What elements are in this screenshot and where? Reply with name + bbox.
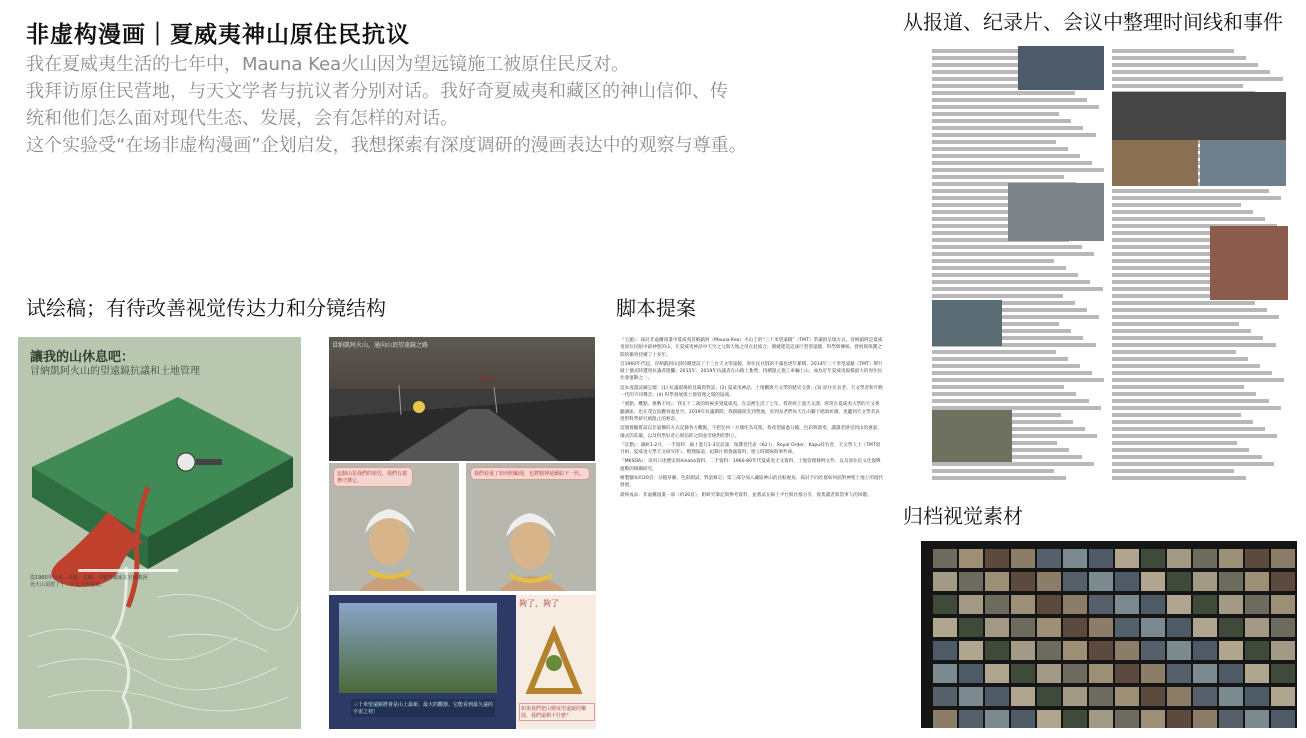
intro-line: 统和他们怎么面对现代生态、发展，会有怎样的对话。 [26, 108, 458, 129]
archive-section-heading: 归档视觉素材 [903, 504, 1023, 528]
archive-thumbnail[interactable] [1011, 595, 1035, 614]
text-line [932, 245, 1082, 249]
archive-thumbnail[interactable] [1219, 595, 1243, 614]
text-line [1112, 371, 1272, 375]
text-line [932, 266, 1066, 270]
cover-caption: 從1960年以來，美國、法國、中國等國家在冒納凱阿死火山頂建了十三台天文望遠鏡。 [30, 575, 148, 588]
text-line [1112, 315, 1279, 319]
archive-thumbnail[interactable] [1037, 595, 1061, 614]
script-paragraph: 『重點、難點、挑戰不同』：我在十二歲的時候來到夏威夷，在這裡生活了七年。我曾經上過天文課，經常在夏威夷大學的天文系聽講座，也在茂宜島觀看過星空。2019年抗議期間，我跟隨朋友到營地，看到長老們每天在山腳下唱頌祈禱，也聽到天文學者表達對科學研究被阻止的無奈。 [620, 402, 880, 422]
text-line [932, 273, 1078, 277]
text-line [932, 378, 1104, 382]
archive-thumbnail[interactable] [933, 641, 957, 660]
timeline-photo [1008, 183, 1104, 241]
archive-thumbnail[interactable] [1115, 572, 1139, 591]
timeline-photo [932, 410, 1012, 462]
archive-thumbnail[interactable] [1271, 687, 1295, 706]
text-line [932, 287, 1103, 291]
archive-thumbnail[interactable] [1167, 549, 1191, 568]
text-line [1112, 392, 1256, 396]
comic-panel-telescope [329, 595, 528, 729]
hands-triangle-illustration [516, 613, 596, 703]
archive-thumbnail[interactable] [959, 710, 983, 728]
archive-thumbnail[interactable] [1037, 687, 1061, 706]
archive-thumbnail[interactable] [1219, 549, 1243, 568]
archive-thumbnail[interactable] [1011, 549, 1035, 568]
text-line [932, 371, 1092, 375]
archive-thumbnail[interactable] [1193, 641, 1217, 660]
panel-header-text: 冒納凱阿火山，通向山頂望遠鏡之路 [332, 342, 429, 349]
text-line [932, 476, 1066, 480]
archive-thumbnail[interactable] [959, 572, 983, 591]
archive-thumbnail[interactable] [1271, 618, 1295, 637]
archive-thumbnail[interactable] [985, 687, 1009, 706]
timeline-photo [1200, 140, 1286, 186]
text-line [932, 364, 1080, 368]
archive-thumbnail[interactable] [959, 618, 983, 637]
timeline-photo [932, 300, 1002, 346]
archive-thumbnail[interactable] [1245, 641, 1269, 660]
text-line [932, 399, 1089, 403]
archive-thumbnail[interactable] [959, 595, 983, 614]
archive-thumbnail[interactable] [1219, 572, 1243, 591]
archive-thumbnail[interactable] [1167, 641, 1191, 660]
archive-thumbnail[interactable] [1219, 618, 1243, 637]
archive-thumbnail[interactable] [1271, 572, 1295, 591]
text-line [1112, 448, 1249, 452]
speech-bubble: 這個山是我們的祖先，我們有義務守護它。 [333, 467, 413, 487]
text-line [1112, 329, 1251, 333]
archive-thumbnail[interactable] [1037, 710, 1061, 728]
archive-thumbnail[interactable] [1037, 664, 1061, 683]
archive-thumbnail[interactable] [1219, 687, 1243, 706]
text-line [1112, 385, 1244, 389]
archive-thumbnail[interactable] [1089, 549, 1113, 568]
archive-thumbnail[interactable] [1011, 641, 1035, 660]
text-line [1112, 343, 1276, 347]
archive-thumbnail[interactable] [1063, 549, 1087, 568]
archive-thumbnail[interactable] [1063, 664, 1087, 683]
archive-visual-materials [921, 541, 1297, 728]
text-line [1112, 364, 1260, 368]
timeline-photo [1112, 140, 1198, 186]
archive-thumbnail[interactable] [1141, 549, 1165, 568]
timeline-research-document [932, 38, 1297, 480]
comic-panel-hands [516, 595, 596, 729]
archive-thumbnail[interactable] [1245, 618, 1269, 637]
archive-thumbnail[interactable] [1089, 618, 1113, 637]
archive-thumbnail[interactable] [1167, 595, 1191, 614]
text-line [1112, 462, 1274, 466]
text-line [932, 105, 1099, 109]
text-line [1112, 56, 1246, 60]
archive-thumbnail[interactable] [1271, 595, 1295, 614]
archive-thumbnail[interactable] [985, 664, 1009, 683]
archive-thumbnail[interactable] [1115, 641, 1139, 660]
archive-thumbnail[interactable] [985, 618, 1009, 637]
text-line [932, 119, 1071, 123]
archive-thumbnail[interactable] [1037, 549, 1061, 568]
script-paragraph: 『MKSOA』：采用口述歷史與Ainaho資料，二手資料：1960-80年代夏威夷天文資料、土地管理條例文件、以及原住民文化復興運動的相關研究。 [620, 459, 881, 472]
text-line [932, 357, 1068, 361]
archive-thumbnail[interactable] [1245, 710, 1269, 728]
archive-thumbnail[interactable] [985, 710, 1009, 728]
archive-thumbnail[interactable] [1271, 641, 1295, 660]
archive-thumbnail[interactable] [959, 687, 983, 706]
intro-line: 我拜访原住民营地，与天文学者与抗议者分别对话。我好奇夏威夷和藏区的神山信仰、传 [26, 81, 728, 102]
text-line [1112, 49, 1234, 53]
script-paragraph: 最終成品：非虛構漫畫一部（約20頁），附研究筆記與參考資料，並嘗試在線上平台與社群分享，收集讀者與當事人的回饋。 [620, 492, 872, 498]
panel-title-text: 夠了，夠了 [519, 599, 559, 608]
archive-thumbnail[interactable] [1115, 549, 1139, 568]
text-line [932, 91, 1075, 95]
text-line [1112, 210, 1253, 214]
comic-panel-elder-1 [329, 463, 459, 591]
archive-thumbnail[interactable] [1167, 572, 1191, 591]
archive-thumbnail[interactable] [1063, 595, 1087, 614]
page-title: 非虚构漫画｜夏威夷神山原住民抗议 [26, 22, 410, 48]
cover-title: 讓我的山休息吧： [30, 350, 135, 365]
archive-thumbnail[interactable] [1089, 595, 1113, 614]
text-line [1112, 84, 1243, 88]
archive-thumbnail[interactable] [1063, 687, 1087, 706]
telescope-screen-image [339, 603, 497, 693]
archive-thumbnail[interactable] [1193, 595, 1217, 614]
archive-thumbnail[interactable] [933, 618, 957, 637]
script-paragraph: 『主題』：探討非虛構漫畫中夏威夷冒納凱阿（Mauna Kea）火山上的“三十米望遠鏡”（TMT）爭議的呈現方式。冒納凱阿是夏威夷原住民眼中最神聖的山，在夏威夷神話中天空之父與大地之母在此結合。圍繞建造這座巨型望遠鏡，科學與傳統、發展與保護之間的衝突持續了十多年。 [620, 338, 883, 358]
intro-line: 这个实验受“在场非虚构漫画”企划启发，我想探索有深度调研的漫画表达中的观察与尊重。 [26, 135, 747, 156]
archive-thumbnail[interactable] [1011, 572, 1035, 591]
text-line [932, 350, 1056, 354]
timeline-photo [1112, 92, 1286, 140]
comic-page-draft [326, 337, 598, 729]
archive-thumbnail[interactable] [1141, 687, 1165, 706]
panel-caption: 三十米望遠鏡將會是山上最新、最大的觀器。它能看到最久遠的宇宙之初！ [351, 699, 495, 717]
archive-thumbnail[interactable] [1271, 710, 1295, 728]
archive-thumbnail[interactable] [1141, 641, 1165, 660]
text-line [1112, 308, 1267, 312]
archive-thumbnail[interactable] [1037, 641, 1061, 660]
archive-thumbnail[interactable] [1245, 687, 1269, 706]
archive-thumbnail[interactable] [959, 549, 983, 568]
text-line [1112, 350, 1236, 354]
archive-thumbnail[interactable] [1063, 710, 1087, 728]
archive-thumbnail[interactable] [1219, 710, 1243, 728]
archive-thumbnail[interactable] [1141, 572, 1165, 591]
text-line [1112, 427, 1265, 431]
text-line [932, 126, 1083, 130]
text-line [932, 154, 1080, 158]
text-line [932, 133, 1096, 137]
archive-thumbnail[interactable] [1141, 664, 1165, 683]
archive-thumbnail[interactable] [1193, 618, 1217, 637]
archive-thumbnail[interactable] [1141, 595, 1165, 614]
intro-text [26, 51, 886, 159]
text-line [932, 392, 1076, 396]
script-proposal-text [620, 337, 884, 725]
text-line [1112, 203, 1241, 207]
archive-thumbnail[interactable] [1141, 710, 1165, 728]
archive-thumbnail[interactable] [1089, 664, 1113, 683]
archive-thumbnail[interactable] [1089, 710, 1113, 728]
archive-thumbnail[interactable] [1271, 664, 1295, 683]
archive-thumbnail[interactable] [1219, 641, 1243, 660]
text-line [1112, 399, 1269, 403]
archive-thumbnail[interactable] [1167, 618, 1191, 637]
text-line [1112, 378, 1284, 382]
text-line [1112, 476, 1246, 480]
script-paragraph: 這本漫畫試圖呈現：(1) 抗議現場的見聞與對話；(2) 夏威夷神話、土地觀與天文學的歷史交會；(3) 原住民長老、天文學者和年輕一代的不同聲音；(4) 科學發展與土地管理之間的協商。 [620, 385, 883, 399]
archive-thumbnail[interactable] [1011, 710, 1035, 728]
text-line [932, 294, 1063, 298]
panel-caption: 如果我們把山變成望遠鏡的樂園，我們還剩下什麼？ [519, 703, 595, 721]
text-line [1112, 469, 1234, 473]
archive-thumbnail[interactable] [1037, 618, 1061, 637]
text-line [932, 462, 1094, 466]
archive-thumbnail[interactable] [1089, 687, 1113, 706]
archive-thumbnail[interactable] [1115, 618, 1139, 637]
archive-thumbnail[interactable] [959, 641, 983, 660]
archive-thumbnail[interactable] [1167, 687, 1191, 706]
archive-thumbnail[interactable] [1245, 595, 1269, 614]
text-line [932, 168, 1104, 172]
archive-thumbnail[interactable] [959, 664, 983, 683]
timeline-photo [1018, 46, 1104, 90]
archive-thumbnail[interactable] [1115, 710, 1139, 728]
archive-thumbnail[interactable] [1011, 687, 1035, 706]
archive-thumbnail[interactable] [985, 572, 1009, 591]
archive-thumbnail[interactable] [933, 549, 957, 568]
archive-thumbnail[interactable] [933, 687, 957, 706]
archive-thumbnail[interactable] [1245, 664, 1269, 683]
archive-thumbnail[interactable] [1245, 549, 1269, 568]
text-line [1112, 441, 1237, 445]
text-line [1112, 406, 1281, 410]
text-line [932, 252, 1094, 256]
archive-thumbnail[interactable] [1193, 710, 1217, 728]
archive-thumbnail[interactable] [985, 595, 1009, 614]
archive-thumbnail[interactable] [1063, 618, 1087, 637]
text-line [1112, 336, 1263, 340]
archive-thumbnail[interactable] [1115, 687, 1139, 706]
text-line [932, 175, 1064, 179]
archive-thumbnail[interactable] [1193, 687, 1217, 706]
text-line [932, 469, 1054, 473]
kapu-sign-text: Kapu [479, 375, 495, 382]
archive-thumbnail[interactable] [1011, 664, 1035, 683]
timeline-photo [1210, 226, 1288, 300]
text-line [1112, 63, 1258, 67]
text-line [1112, 357, 1248, 361]
comic-panel-road [329, 337, 595, 461]
text-line [1112, 434, 1277, 438]
archive-thumbnail[interactable] [1141, 618, 1165, 637]
text-line [932, 147, 1068, 151]
text-line [932, 98, 1087, 102]
script-paragraph: 這個實驗嘗試以非虛構的方式記錄各方觀點，不把任何一方簡化為反派。我希望通過分鏡、色彩與節奏，讓讀者感受到山的重量、儀式的莊嚴，以及科學好奇心與信仰之間並非絕對的對立。 [620, 426, 882, 439]
road-landscape-illustration [329, 337, 595, 461]
archive-thumbnail[interactable] [1193, 572, 1217, 591]
archive-thumbnail[interactable] [933, 572, 957, 591]
archive-thumbnail[interactable] [933, 710, 957, 728]
text-line [932, 112, 1059, 116]
comic-panel-elder-2 [466, 463, 596, 591]
archive-thumbnail[interactable] [933, 664, 957, 683]
text-line [932, 280, 1090, 284]
text-line [1112, 322, 1239, 326]
archive-thumbnail[interactable] [1271, 549, 1295, 568]
text-line [1112, 301, 1255, 305]
archive-thumbnail[interactable] [1037, 572, 1061, 591]
archive-thumbnail[interactable] [985, 641, 1009, 660]
intro-line: 我在夏威夷生活的七年中，Mauna Kea火山因为望远镜施工被原住民反对。 [26, 54, 630, 75]
timeline-section-heading: 从报道、纪录片、会议中整理时间线和事件 [903, 10, 1283, 34]
text-line [932, 259, 1054, 263]
text-line [932, 385, 1064, 389]
text-line [1112, 70, 1270, 74]
speech-bubble: 我們看重了如何照顧他，也將精神延續給下一代。 [470, 467, 590, 480]
text-line [1112, 77, 1283, 81]
archive-thumbnail[interactable] [1115, 595, 1139, 614]
script-paragraph: 『計劃』：調研1-2月，一手資料：線上進行1-3次訪談：保護者代表（Kūʻi）、Royal Order、Kapu持有者、天文學人士（TMT項目組、夏威夷大學天文研究所）。整理報道、紀錄片與會議資料，建立時間線與事件庫。 [620, 442, 881, 456]
comic-cover-illustration [18, 337, 301, 729]
text-line [932, 140, 1056, 144]
archive-thumbnail[interactable] [1089, 572, 1113, 591]
text-line [1112, 420, 1253, 424]
mountain-map-illustration [18, 337, 301, 729]
text-line [1112, 189, 1269, 193]
archive-thumbnail[interactable] [1193, 664, 1217, 683]
text-line [1112, 413, 1241, 417]
script-paragraph: 繪製腳本約20頁：分鏡草圖、色彩測試、對話修訂；第三部分加入藏區神山的比較視角，探討不同社群如何面對神聖土地上的現代發展。 [620, 476, 884, 489]
archive-thumbnail[interactable] [1219, 664, 1243, 683]
archive-thumbnail[interactable] [1167, 664, 1191, 683]
archive-thumbnail[interactable] [1115, 664, 1139, 683]
text-line [1112, 455, 1262, 459]
text-line [932, 161, 1092, 165]
archive-thumbnail[interactable] [1167, 710, 1191, 728]
archive-thumbnail[interactable] [933, 595, 957, 614]
text-line [1112, 196, 1281, 200]
archive-thumbnail[interactable] [985, 549, 1009, 568]
archive-thumbnail[interactable] [1063, 572, 1087, 591]
archive-thumbnail[interactable] [1063, 641, 1087, 660]
archive-thumbnail[interactable] [1245, 572, 1269, 591]
script-paragraph: 自1960年代起，冒納凱阿山頂陸續建設了十三台天文望遠鏡，原住民社群的不滿也逐年累積。2014年三十米望遠鏡（TMT）舉行破土儀式時遭到抗議者阻攔；2015年、2019年抗議者在山路上紮營，持續阻止施工車輛上山，成為近年夏威夷規模最大的原住民社會運動之一。 [620, 361, 883, 382]
script-section-heading: 脚本提案 [616, 296, 696, 320]
draft-section-heading: 试绘稿；有待改善视觉传达力和分镜结构 [26, 296, 386, 320]
cover-subtitle: 冒納凱阿火山的望遠鏡抗議和土地管理 [30, 366, 200, 377]
archive-thumbnail[interactable] [1089, 641, 1113, 660]
archive-thumbnail[interactable] [1193, 549, 1217, 568]
elder-illustration [466, 463, 596, 591]
archive-thumbnail[interactable] [1011, 618, 1035, 637]
text-line [1112, 217, 1265, 221]
